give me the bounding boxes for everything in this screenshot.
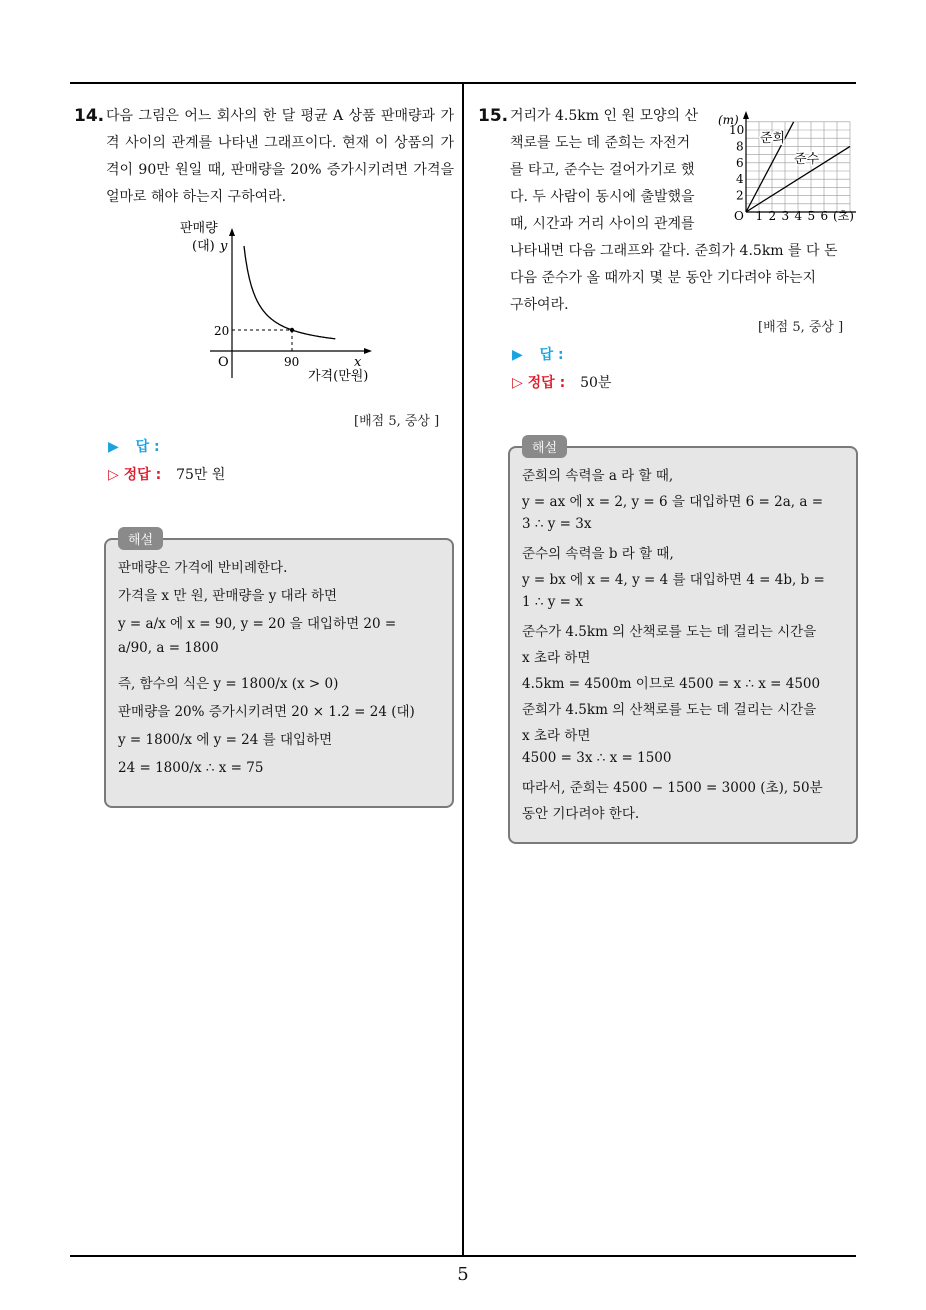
q15-sol-line: 3 ∴ y = 3x bbox=[522, 516, 592, 532]
q15-sol-line: 준수가 4.5km 의 산책로를 도는 데 걸리는 시간을 bbox=[522, 624, 817, 640]
q15-answer-row bbox=[512, 344, 564, 364]
q14-y-title: 판매량 bbox=[180, 221, 218, 236]
q15-answer-label: 답 : bbox=[539, 347, 564, 363]
q15-sol-line: x 초라 하면 bbox=[522, 650, 591, 666]
q15-y-tick: 6 bbox=[736, 155, 744, 170]
q15-graph bbox=[716, 108, 862, 224]
q15-sol-line: y = ax 에 x = 2, y = 6 을 대입하면 6 = 2a, a = bbox=[522, 494, 824, 510]
q15-number: 15. bbox=[478, 106, 509, 126]
q14-x-title: 가격(만원) bbox=[308, 369, 369, 384]
q15-x-tick: 5 bbox=[807, 209, 816, 223]
q15-y-tick: 8 bbox=[736, 139, 744, 154]
q14-score: [배점 5, 중상 ] bbox=[354, 414, 440, 429]
q15-x-tick: 6 bbox=[820, 209, 829, 223]
q14-solution-tag: 해설 bbox=[118, 527, 163, 550]
page-number: 5 bbox=[457, 1264, 469, 1285]
q15-sol-line: 4.5km = 4500m 이므로 4500 = x ∴ x = 4500 bbox=[522, 676, 821, 692]
q15-solution-tag: 해설 bbox=[522, 435, 567, 458]
q15-x-unit: (초) bbox=[833, 209, 854, 223]
q14-correct-label: 정답 : bbox=[123, 467, 162, 483]
q15-x-tick: 4 bbox=[794, 209, 803, 223]
q14-y-unit: (대) bbox=[192, 239, 215, 254]
column-divider bbox=[462, 82, 464, 1257]
q14-sol-line: 가격을 x 만 원, 판매량을 y 대라 하면 bbox=[118, 588, 338, 604]
q15-sol-line: 1 ∴ y = x bbox=[522, 594, 583, 610]
play-icon: ▶ bbox=[108, 439, 119, 455]
q14-number: 14. bbox=[74, 106, 105, 126]
q15-sol-line: 준희가 4.5km 의 산책로를 도는 데 걸리는 시간을 bbox=[522, 702, 817, 718]
q14-answer-label: 답 : bbox=[135, 439, 160, 455]
q15-sol-line: 따라서, 준희는 4500 − 1500 = 3000 (초), 50분 bbox=[522, 780, 823, 796]
q15-correct-row bbox=[512, 372, 611, 392]
q14-correct-row bbox=[108, 464, 225, 484]
q15-sol-line: 준수의 속력을 b 라 할 때, bbox=[522, 546, 674, 562]
q15-correct-label: 정답 : bbox=[527, 375, 566, 391]
q15-text-line: 다음 준수가 올 때까지 몇 분 동안 기다려야 하는지 bbox=[510, 270, 817, 286]
q15-sol-line: 준희의 속력을 a 라 할 때, bbox=[522, 468, 674, 484]
q15-text-line: 다. 두 사람이 동시에 출발했을 bbox=[510, 189, 695, 205]
q14-x-tick: 90 bbox=[284, 355, 300, 369]
q15-y-tick: 2 bbox=[736, 188, 744, 203]
q15-text-line: 거리가 4.5km 인 원 모양의 산 bbox=[510, 108, 698, 124]
q15-text-line: 구하여라. bbox=[510, 297, 569, 313]
q14-text: 다음 그림은 어느 회사의 한 달 평균 A 상품 판매량과 가격 사이의 관계를 나타낸 그래프이다. 현재 이 상품의 가격이 90만 원일 때, 판매량을 20% 증가시키려면 가격을 얼마로 해야 하는지 구하여라. bbox=[106, 108, 454, 205]
q15-series-label: 준수 bbox=[794, 152, 820, 167]
q14-sol-line: 즉, 함수의 식은 y = 1800/x (x > 0) bbox=[118, 676, 339, 692]
q14-sol-line: 판매량을 20% 증가시키려면 20 × 1.2 = 24 (대) bbox=[118, 704, 415, 720]
q15-text-line: 나타내면 다음 그래프와 같다. 준희가 4.5km 를 다 돈 bbox=[510, 243, 838, 259]
q15-text-line: 책로를 도는 데 준희는 자전거 bbox=[510, 135, 691, 151]
q15-y-unit: (m) bbox=[718, 113, 739, 127]
q15-x-tick: 2 bbox=[768, 209, 777, 223]
q15-series-label: 준희 bbox=[760, 131, 786, 146]
q15-y-tick: 4 bbox=[736, 172, 744, 187]
q15-sol-line: 동안 기다려야 한다. bbox=[522, 806, 640, 822]
q14-correct-value: 75만 원 bbox=[176, 467, 226, 483]
q15-x-tick: 1 bbox=[755, 209, 764, 223]
q15-solution-box bbox=[508, 446, 858, 844]
play-icon: ▶ bbox=[512, 347, 523, 363]
q14-y-var: y bbox=[220, 239, 228, 254]
q15-sol-line: 4500 = 3x ∴ x = 1500 bbox=[522, 750, 672, 766]
q14-sol-line: 판매량은 가격에 반비례한다. bbox=[118, 560, 288, 576]
q14-y-tick: 20 bbox=[214, 324, 230, 338]
triangle-outline-icon: ▷ bbox=[512, 375, 523, 391]
q14-sol-line: 24 = 1800/x ∴ x = 75 bbox=[118, 760, 264, 776]
q14-solution-box bbox=[104, 538, 454, 808]
q15-score: [배점 5, 중상 ] bbox=[758, 320, 844, 335]
q15-sol-line: x 초라 하면 bbox=[522, 728, 591, 744]
q14-sol-line: a/90, a = 1800 bbox=[118, 640, 219, 656]
bottom-rule bbox=[70, 1255, 856, 1257]
q15-correct-value: 50분 bbox=[580, 375, 612, 391]
q15-sol-line: y = bx 에 x = 4, y = 4 를 대입하면 4 = 4b, b = bbox=[522, 572, 825, 588]
q14-sol-line: y = 1800/x 에 y = 24 를 대입하면 bbox=[118, 732, 333, 748]
q14-curve bbox=[244, 246, 335, 339]
q15-origin: O bbox=[734, 209, 744, 223]
q14-graph bbox=[180, 218, 390, 388]
q15-text-line: 를 타고, 준수는 걸어가기로 했 bbox=[510, 162, 695, 178]
q15-text-bottom bbox=[510, 238, 860, 319]
q14-origin: O bbox=[218, 355, 229, 370]
triangle-outline-icon: ▷ bbox=[108, 467, 119, 483]
q14-x-var: x bbox=[354, 355, 362, 370]
q15-x-tick: 3 bbox=[781, 209, 790, 223]
q15-text-line: 때, 시간과 거리 사이의 관계를 bbox=[510, 216, 695, 232]
q14-answer-row bbox=[108, 436, 160, 456]
q15-y-tick: 10 bbox=[729, 123, 745, 137]
q15-text-top bbox=[510, 103, 710, 238]
q14-sol-line: y = a/x 에 x = 90, y = 20 을 대입하면 20 = bbox=[118, 616, 397, 632]
